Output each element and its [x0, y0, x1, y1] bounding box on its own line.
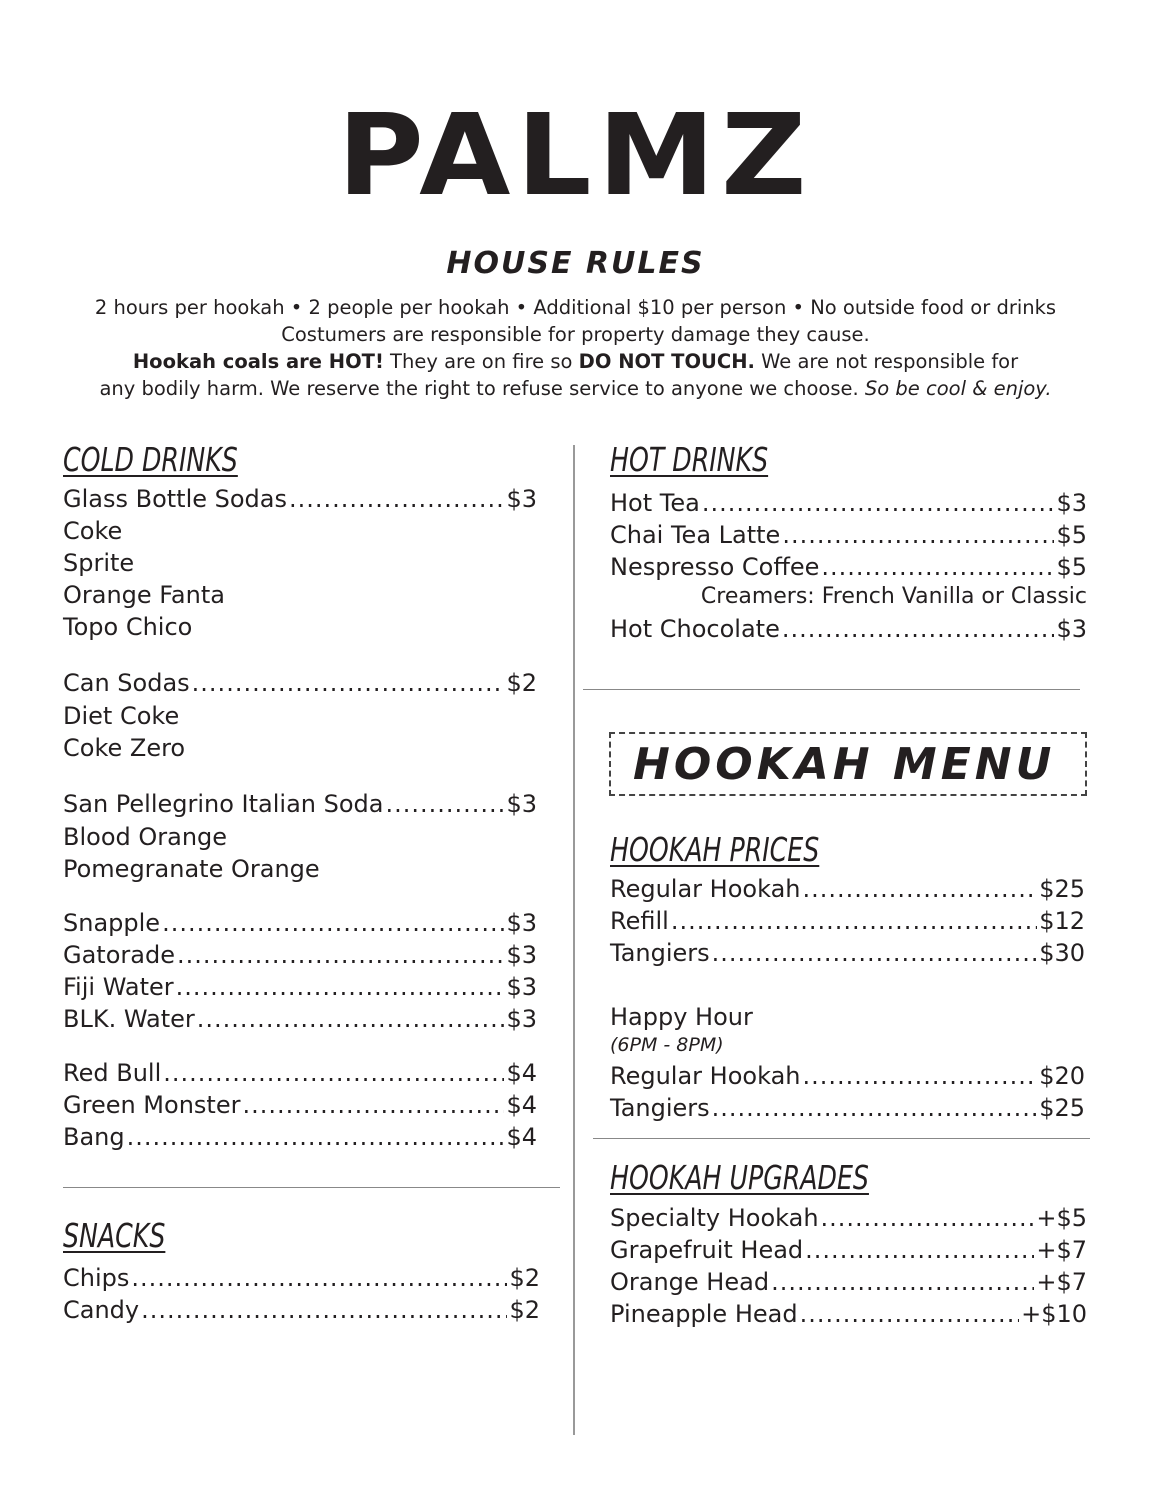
- cold-drinks-heading: COLD DRINKS: [63, 440, 238, 479]
- menu-item: [610, 1060, 1085, 1092]
- menu-item: [610, 551, 1087, 583]
- menu-item: [63, 732, 537, 764]
- item-price: $5: [1056, 521, 1087, 549]
- item-name: Pomegranate Orange: [63, 855, 320, 883]
- dot-leader: [803, 873, 1038, 905]
- column-divider: [573, 445, 575, 1435]
- menu-item: [610, 613, 1087, 645]
- menu-item: [610, 1202, 1087, 1234]
- rules-line-3: [0, 348, 1151, 375]
- menu-item: [63, 1294, 540, 1326]
- dot-leader: [782, 613, 1055, 645]
- menu-item: [63, 1003, 537, 1035]
- rules-italic: So be cool & enjoy.: [864, 377, 1052, 400]
- dot-leader: [131, 1262, 507, 1294]
- item-name: Chai Tea Latte: [610, 521, 781, 549]
- menu-item: [63, 1089, 537, 1121]
- item-name: Regular Hookah: [610, 875, 801, 903]
- hot-drinks-heading: HOT DRINKS: [610, 440, 769, 479]
- item-price: $4: [506, 1059, 537, 1087]
- item-price: $3: [1056, 615, 1087, 643]
- menu-item: [63, 1057, 537, 1089]
- item-name: Hot Tea: [610, 489, 700, 517]
- item-price: $4: [506, 1091, 537, 1119]
- dot-leader: [197, 1003, 505, 1035]
- item-name: Blood Orange: [63, 823, 228, 851]
- dot-leader: [177, 939, 504, 971]
- item-name: Orange Head: [610, 1268, 770, 1296]
- item-price: +$10: [1021, 1300, 1087, 1328]
- item-price: $25: [1039, 1094, 1085, 1122]
- item-name: Can Sodas: [63, 669, 190, 697]
- rules-text: They are on fire so: [383, 350, 579, 373]
- house-rules-title: HOUSE RULES: [446, 246, 705, 281]
- rules-text: any bodily harm. We reserve the right to refuse service to anyone we choose.: [99, 377, 865, 400]
- item-price: $2: [509, 1264, 540, 1292]
- dot-leader: [141, 1294, 507, 1326]
- rules-line-2: Costumers are responsible for property damage they cause.: [281, 323, 870, 346]
- dot-leader: [386, 788, 505, 820]
- dot-leader: [702, 487, 1055, 519]
- item-price: $25: [1039, 875, 1085, 903]
- item-price: $3: [506, 909, 537, 937]
- divider: [63, 1187, 560, 1188]
- divider: [593, 1138, 1090, 1139]
- menu-item: [63, 853, 537, 885]
- item-name: Nespresso Coffee: [610, 553, 820, 581]
- item-name: Happy Hour: [610, 1003, 753, 1031]
- menu-item: [63, 788, 537, 820]
- item-name: Gatorade: [63, 941, 175, 969]
- item-price: +$7: [1036, 1236, 1087, 1264]
- menu-item: [63, 1262, 540, 1294]
- dot-leader: [771, 1266, 1034, 1298]
- menu-item: [610, 1029, 1085, 1061]
- item-name: Coke Zero: [63, 734, 186, 762]
- item-name: Grapefruit Head: [610, 1236, 804, 1264]
- item-name: Regular Hookah: [610, 1062, 801, 1090]
- menu-item: [63, 1121, 537, 1153]
- item-price: +$7: [1036, 1268, 1087, 1296]
- dot-leader: [671, 905, 1037, 937]
- menu-item: [610, 1234, 1087, 1266]
- menu-item: [63, 579, 537, 611]
- item-name: Snapple: [63, 909, 161, 937]
- dot-leader: [163, 1057, 504, 1089]
- dot-leader: [242, 1089, 504, 1121]
- menu-item: [63, 611, 537, 643]
- menu-item: [610, 873, 1085, 905]
- rules-bold-touch: DO NOT TOUCH.: [578, 350, 755, 373]
- item-price: $5: [1056, 553, 1087, 581]
- dot-leader: [162, 907, 504, 939]
- item-price: +$5: [1036, 1204, 1087, 1232]
- menu-item: [63, 939, 537, 971]
- hookah-menu-banner: [609, 732, 1087, 796]
- item-note: (6PM - 8PM): [610, 1034, 724, 1056]
- menu-item: [610, 582, 1087, 612]
- menu-item: [610, 937, 1085, 969]
- dot-leader: [821, 551, 1054, 583]
- item-name: Bang: [63, 1123, 125, 1151]
- item-price: $2: [506, 669, 537, 697]
- item-name: Diet Coke: [63, 702, 180, 730]
- dot-leader: [800, 1298, 1019, 1330]
- item-price: $3: [506, 941, 537, 969]
- item-name: Hot Chocolate: [610, 615, 780, 643]
- hookah-prices-heading: HOOKAH PRICES: [610, 830, 820, 869]
- menu-item: [63, 700, 537, 732]
- item-name: Orange Fanta: [63, 581, 225, 609]
- item-name: Sprite: [63, 549, 135, 577]
- item-name: Glass Bottle Sodas: [63, 485, 288, 513]
- menu-item: [610, 905, 1085, 937]
- menu-item: [63, 547, 537, 579]
- item-price: $3: [1056, 489, 1087, 517]
- item-name: Pineapple Head: [610, 1300, 798, 1328]
- menu-item: [610, 1092, 1085, 1124]
- dot-leader: [192, 667, 505, 699]
- item-price: $30: [1039, 939, 1085, 967]
- item-price: $3: [506, 485, 537, 513]
- rules-bold-hot: Hookah coals are HOT!: [132, 350, 384, 373]
- item-name: Tangiers: [610, 939, 710, 967]
- snacks-heading: SNACKS: [63, 1216, 166, 1255]
- menu-item: [610, 519, 1087, 551]
- menu-item: [63, 515, 537, 547]
- item-name: Chips: [63, 1264, 130, 1292]
- menu-item: [63, 483, 537, 515]
- menu-item: [63, 907, 537, 939]
- item-price: $12: [1039, 907, 1085, 935]
- item-name: Candy: [63, 1296, 140, 1324]
- palmz-logo: PALMZ: [337, 89, 813, 221]
- item-price: $3: [506, 790, 537, 818]
- item-name: Coke: [63, 517, 123, 545]
- item-name: Green Monster: [63, 1091, 241, 1119]
- dot-leader: [712, 1092, 1038, 1124]
- dot-leader: [782, 519, 1054, 551]
- item-price: $20: [1039, 1062, 1085, 1090]
- item-name: Tangiers: [610, 1094, 710, 1122]
- item-note: Creamers: French Vanilla or Classic: [700, 584, 1087, 609]
- dot-leader: [176, 971, 505, 1003]
- menu-item: [63, 821, 537, 853]
- item-price: $3: [506, 1005, 537, 1033]
- menu-item: [63, 667, 537, 699]
- dot-leader: [821, 1202, 1035, 1234]
- item-name: Topo Chico: [63, 613, 193, 641]
- item-price: $3: [506, 973, 537, 1001]
- dot-leader: [289, 483, 504, 515]
- dot-leader: [127, 1121, 505, 1153]
- dot-leader: [803, 1060, 1038, 1092]
- rules-line-4: [0, 375, 1151, 402]
- hookah-upgrades-heading: HOOKAH UPGRADES: [610, 1158, 869, 1197]
- divider: [583, 689, 1080, 690]
- item-name: Red Bull: [63, 1059, 162, 1087]
- item-name: Refill: [610, 907, 669, 935]
- dot-leader: [712, 937, 1038, 969]
- item-price: $4: [506, 1123, 537, 1151]
- rules-text: We are not responsible for: [754, 350, 1019, 373]
- item-name: San Pellegrino Italian Soda: [63, 790, 384, 818]
- menu-item: [610, 487, 1087, 519]
- item-name: BLK. Water: [63, 1005, 195, 1033]
- menu-item: [610, 1266, 1087, 1298]
- dot-leader: [805, 1234, 1034, 1266]
- item-name: Specialty Hookah: [610, 1204, 819, 1232]
- hookah-menu-title: HOOKAH MENU: [633, 739, 1056, 790]
- rules-line-1: 2 hours per hookah • 2 people per hookah • Additional $10 per person • No outside food or drinks: [94, 296, 1057, 319]
- item-price: $2: [509, 1296, 540, 1324]
- item-name: Fiji Water: [63, 973, 174, 1001]
- menu-item: [610, 1298, 1087, 1330]
- menu-item: [63, 971, 537, 1003]
